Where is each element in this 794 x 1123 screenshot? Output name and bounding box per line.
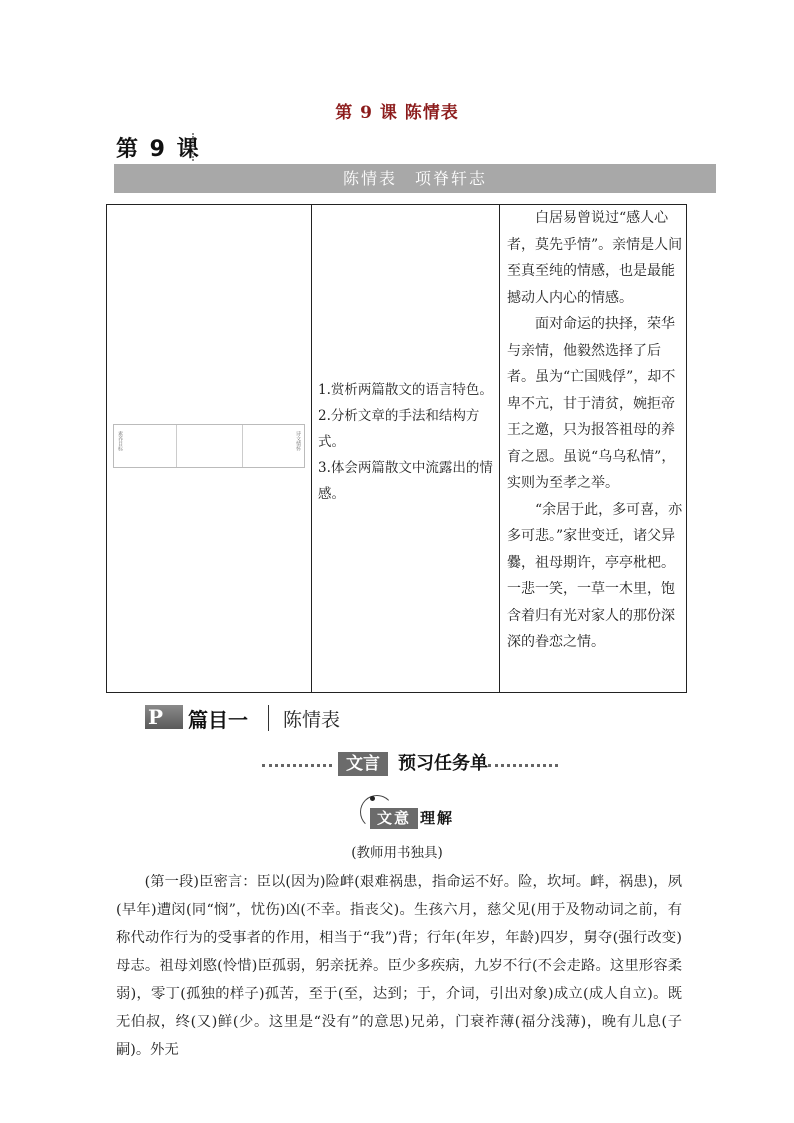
body-paragraph: (第一段)臣密言：臣以(因为)险衅(艰难祸患，指命运不好。险，坎坷。衅，祸患)，夙(早年)遭闵(同“悯”，忧伤)凶(不幸。指丧父)。生孩六月，慈父见(用于及物动词之前，有称代动作行为的受事者的作用，相当于“我”)背；行年(年岁，年龄)四岁，舅夺(强行改变)母志。祖母刘愍(怜惜)臣孤弱，躬亲抚养。臣少多疾病，九岁不行(不会走路。这里形容柔弱)，零丁(孤独的样子)孤苦，至于(至，达到；于，介词，引出对象)成立(成人自立)。既无伯叔，终(又)鲜(少。这里是“没有”的意思)兄弟，门衰祚薄(福分浅薄)，晚有儿息(子嗣)。外无 (116, 874, 682, 1058)
pianmu-logo (145, 705, 183, 735)
understanding-tag: 文意 (370, 808, 418, 829)
intro-column-essay (500, 205, 686, 692)
annotated-text (116, 868, 682, 1064)
section-divider (268, 705, 269, 731)
essay-paragraph: “余居于此，多可喜，亦多可悲。”家世变迁，诸父异爨，祖母期许，亭亭枇杷。一悲一笑，一草一木里，饱含着归有光对家人的那份深深的眷恋之情。 (507, 501, 683, 650)
essay-paragraph: 白居易曾说过“感人心者，莫先乎情”。亲情是人间至真至纯的情感，也是最能撼动人内心的情感。 (507, 210, 683, 306)
mini-table-divider (242, 425, 243, 467)
task-title: 预习任务单 (398, 753, 488, 774)
goal-item: 2.分析文章的手法和结构方式。 (318, 408, 480, 450)
learning-goals (318, 377, 496, 507)
intro-column-goals (312, 205, 500, 692)
objectives-mini-table (113, 424, 305, 468)
goal-item: 1.赏析两篇散文的语言特色。 (318, 382, 493, 398)
lesson-banner: 陈情表 项脊轩志 (114, 164, 716, 193)
logo-letter: P (148, 705, 164, 729)
essay-paragraph: 面对命运的抉择，荣华与亲情，他毅然选择了后者。虽为“亡国贱俘”，却不卑不亢，甘于清贫，婉拒帝王之邀，只为报答祖母的养育之恩。虽说“乌乌私情”，实则为至孝之举。 (507, 316, 676, 491)
mini-table-right-label: 诗文情怀 (295, 431, 301, 451)
task-tag: 文言 (338, 752, 388, 776)
lesson-divider (192, 133, 194, 161)
intro-essay (507, 205, 685, 656)
intro-table (106, 204, 687, 693)
logo-subtext: IANMU (159, 729, 180, 735)
understanding-heading (358, 795, 468, 831)
section-name: 陈情表 (283, 709, 341, 731)
teacher-note: (教师用书独具) (351, 845, 443, 861)
dot-decoration-icon (370, 796, 375, 801)
dotted-rule-left (262, 764, 332, 767)
page-title: 第 9 课 陈情表 (335, 103, 459, 123)
dotted-rule-right (488, 764, 558, 767)
mini-table-divider (176, 425, 177, 467)
task-sheet-heading (262, 752, 558, 778)
intro-column-image (107, 205, 312, 692)
goal-item: 3.体会两篇散文中流露出的情感。 (318, 460, 493, 502)
section-label: 篇目一 (188, 708, 248, 732)
mini-table-left-label: 素养目标 (117, 431, 123, 451)
lesson-number: 第 9 课 (116, 137, 201, 162)
understanding-title: 理解 (420, 809, 455, 827)
